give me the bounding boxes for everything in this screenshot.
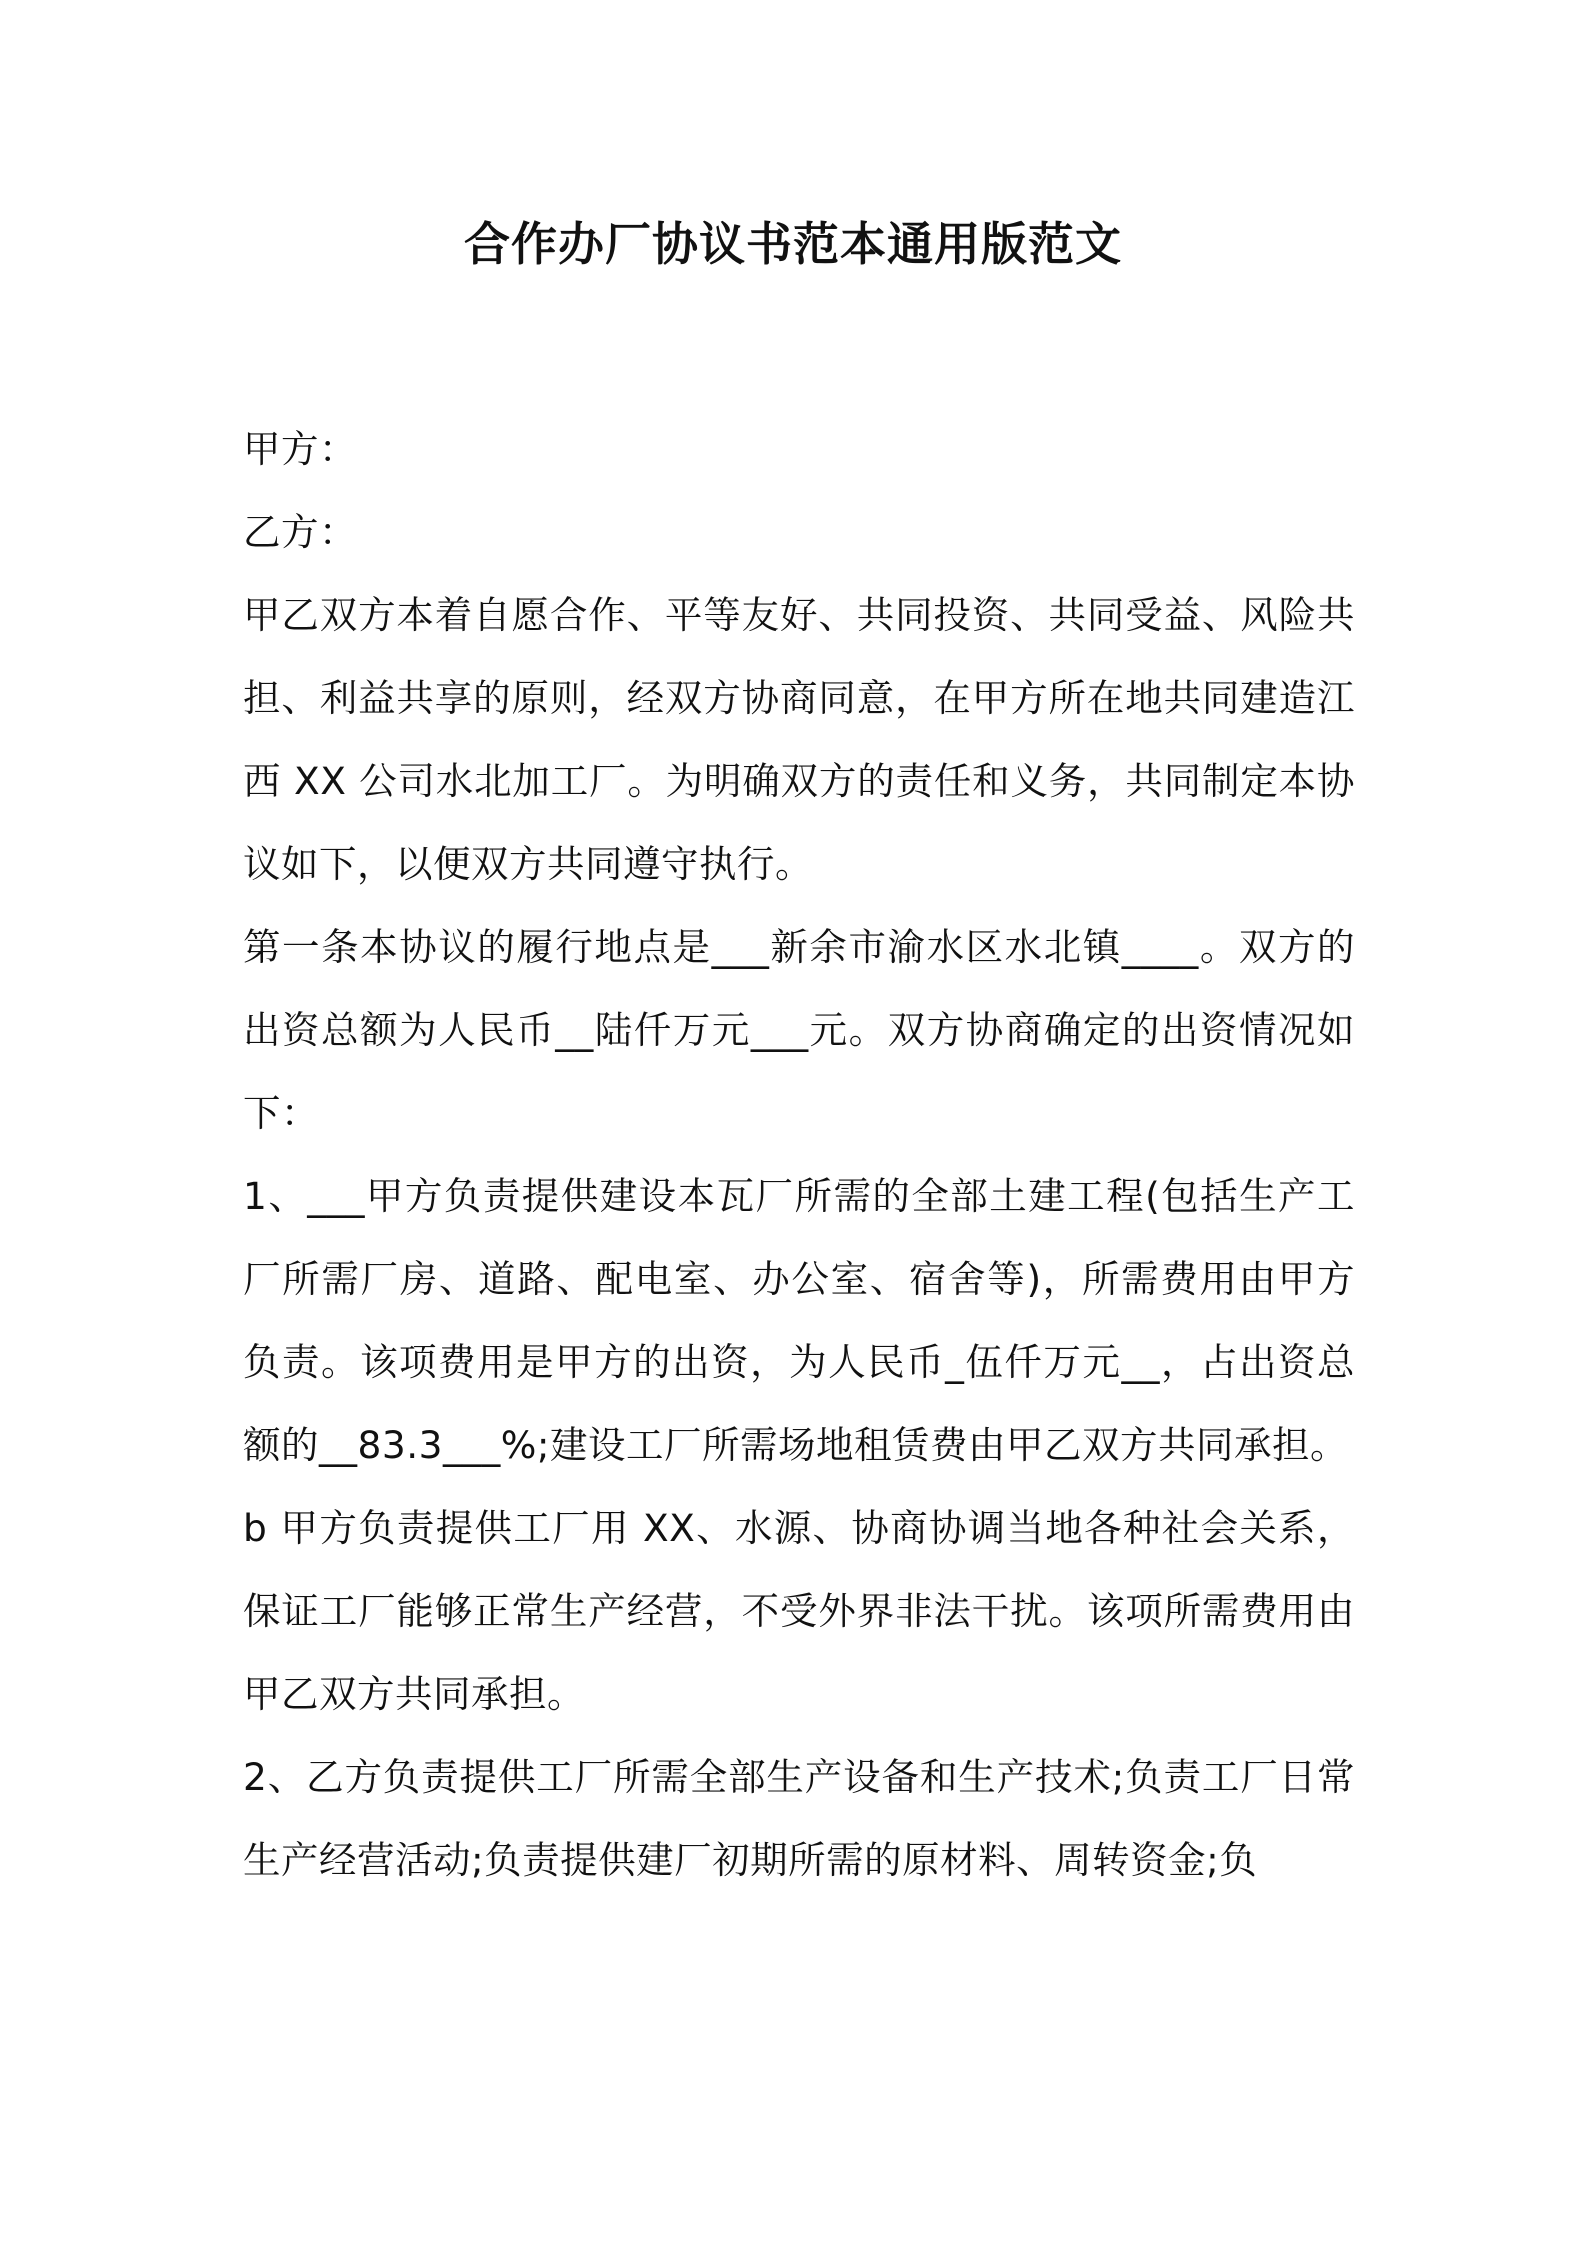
clause-2-paragraph: 2、乙方负责提供工厂所需全部生产设备和生产技术;负责工厂日常生产经营活动;负责提供建厂初期所需的原材料、周转资金;负 — [243, 1755, 1355, 1882]
preamble-paragraph: 甲乙双方本着自愿合作、平等友好、共同投资、共同受益、风险共担、利益共享的原则，经双方协商同意，在甲方所在地共同建造江西 XX 公司水北加工厂。为明确双方的责任和义务，共同制定本协议如下，以便双方共同遵守执行。 — [243, 593, 1355, 886]
clause-b-paragraph: b 甲方负责提供工厂用 XX、水源、协商协调当地各种社会关系，保证工厂能够正常生产经营，不受外界非法干扰。该项所需费用由甲乙双方共同承担。 — [243, 1506, 1355, 1716]
party-a-line: 甲方： — [243, 427, 357, 471]
document-body — [243, 408, 1355, 1902]
document-title: 合作办厂协议书范本通用版范文 — [464, 217, 1122, 271]
party-b-line: 乙方： — [243, 510, 357, 554]
article-one-paragraph: 第一条本协议的履行地点是___新余市渝水区水北镇____。双方的出资总额为人民币__陆仟万元___元。双方协商确定的出资情况如下： — [243, 925, 1355, 1135]
clause-1-paragraph: 1、___甲方负责提供建设本瓦厂所需的全部土建工程(包括生产工厂所需厂房、道路、配电室、办公室、宿舍等)，所需费用由甲方负责。该项费用是甲方的出资，为人民币_伍仟万元__，占出资总额的__83.3___%;建设工厂所需场地租赁费由甲乙双方共同承担。 — [243, 1174, 1355, 1467]
